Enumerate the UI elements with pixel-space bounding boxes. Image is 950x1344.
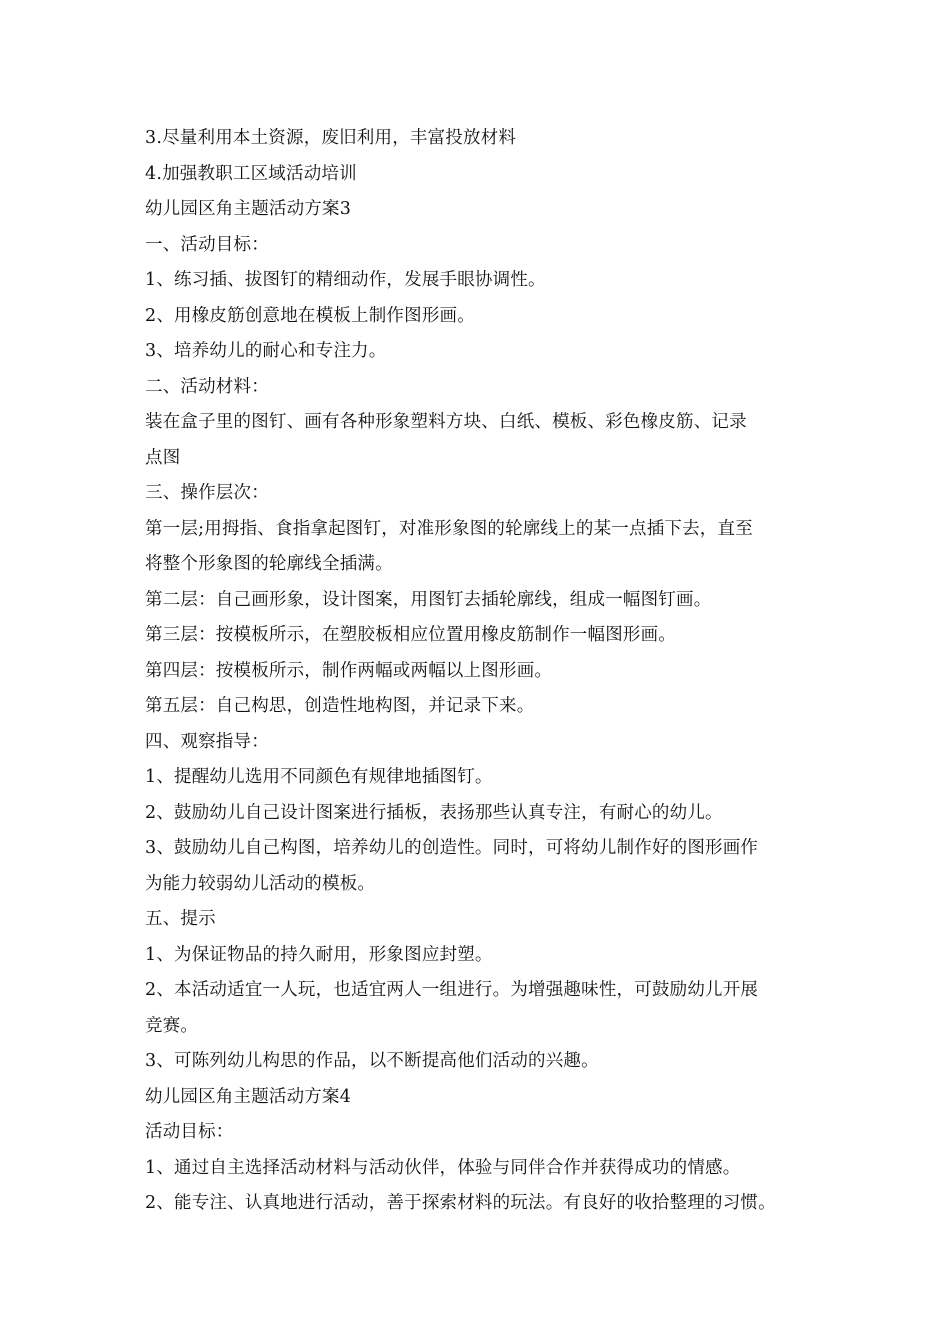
text-line: 1、为保证物品的持久耐用，形象图应封塑。 — [145, 944, 493, 965]
text-line: 第一层;用拇指、食指拿起图钉，对准形象图的轮廓线上的某一点插下去，直至 — [145, 518, 753, 539]
text-line: 第二层：自己画形象，设计图案，用图钉去插轮廓线，组成一幅图钉画。 — [145, 589, 712, 610]
text-line: 竞赛。 — [145, 1015, 199, 1036]
text-line: 1、通过自主选择活动材料与活动伙伴，体验与同伴合作并获得成功的情感。 — [145, 1157, 741, 1178]
text-line: 3、培养幼儿的耐心和专注力。 — [145, 341, 387, 361]
text-line: 第五层：自己构思，创造性地构图，并记录下来。 — [145, 696, 535, 716]
section-heading: 活动目标： — [145, 1122, 234, 1142]
section-title: 幼儿园区角主题活动方案4 — [145, 1086, 352, 1107]
text-line: 4.加强教职工区域活动培训 — [145, 163, 357, 184]
section-heading: 四、观察指导： — [145, 731, 269, 752]
text-line: 装在盒子里的图钉、画有各种形象塑料方块、白纸、模板、彩色橡皮筋、记录 — [145, 412, 747, 432]
section-heading: 二、活动材料： — [145, 376, 269, 397]
text-line: 3、可陈列幼儿构思的作品，以不断提高他们活动的兴趣。 — [145, 1051, 599, 1071]
text-line: 为能力较弱幼儿活动的模板。 — [145, 873, 376, 894]
text-line: 2、用橡皮筋创意地在模板上制作图形画。 — [145, 305, 475, 326]
text-line: 点图 — [145, 447, 181, 468]
text-line: 第三层：按模板所示，在塑胶板相应位置用橡皮筋制作一幅图形画。 — [145, 625, 676, 645]
text-line: 3、鼓励幼儿自己构图，培养幼儿的创造性。同时，可将幼儿制作好的图形画作 — [145, 838, 759, 858]
text-line: 将整个形象图的轮廓线全插满。 — [145, 554, 393, 574]
section-heading: 三、操作层次： — [145, 483, 269, 503]
section-heading: 一、活动目标： — [145, 234, 269, 255]
text-line: 2、本活动适宜一人玩，也适宜两人一组进行。为增强趣味性，可鼓励幼儿开展 — [145, 980, 759, 1000]
text-line: 3.尽量利用本土资源，废旧利用，丰富投放材料 — [145, 128, 517, 148]
document-body — [145, 121, 825, 1222]
text-line: 第四层：按模板所示，制作两幅或两幅以上图形画。 — [145, 660, 553, 681]
section-heading: 五、提示 — [145, 909, 216, 929]
section-title: 幼儿园区角主题活动方案3 — [145, 199, 352, 219]
text-line: 1、提醒幼儿选用不同颜色有规律地插图钉。 — [145, 767, 493, 787]
text-line: 2、能专注、认真地进行活动，善于探索材料的玩法。有良好的收拾整理的习惯。 — [145, 1193, 776, 1213]
text-line: 2、鼓励幼儿自己设计图案进行插板，表扬那些认真专注，有耐心的幼儿。 — [145, 802, 723, 823]
text-line: 1、练习插、拔图钉的精细动作，发展手眼协调性。 — [145, 270, 546, 290]
